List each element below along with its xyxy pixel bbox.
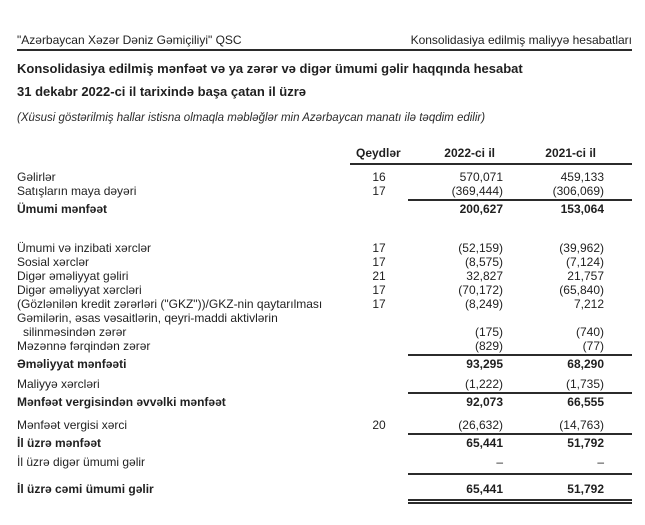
note-ref [350, 339, 408, 356]
row-label: Mənfəət vergisindən əvvəlki mənfəət [17, 395, 226, 409]
table-row [17, 241, 632, 255]
note-ref: 17 [372, 184, 386, 198]
value-2022: 92,073 [466, 395, 503, 409]
income-statement-table [17, 146, 632, 504]
value-2021: 21,757 [567, 269, 604, 283]
value-2021: (14,763) [559, 418, 604, 432]
page-title: Konsolidasiya edilmiş mənfəət və ya zərər və digər ümumi gəlir haqqında hesabat [17, 61, 523, 76]
document-header [17, 33, 632, 51]
table-row-subtotal [17, 202, 632, 216]
year-2022-column-header: 2022-ci il [444, 146, 495, 160]
value-2022: (8,249) [464, 297, 503, 311]
value-2022: 32,827 [466, 269, 503, 283]
note-ref: 21 [372, 269, 386, 283]
value-2022: 65,441 [466, 436, 503, 450]
value-2022: (175) [474, 325, 503, 339]
row-label: Gəmilərin, əsas vəsaitlərin, qeyri-maddi aktivlərin [17, 311, 278, 325]
row-label: Digər əməliyyat xərcləri [17, 283, 142, 297]
value-2021: 459,133 [560, 170, 604, 184]
table-row-subtotal [17, 395, 632, 409]
table-row [17, 325, 632, 339]
value-2021: (1,735) [565, 377, 604, 391]
value-2022: (369,444) [451, 184, 503, 198]
value-2022: (26,632) [458, 418, 503, 432]
table-row [17, 283, 632, 297]
row-label: silinməsindən zərər [23, 325, 127, 339]
note-ref: 17 [372, 241, 386, 255]
table-row [17, 255, 632, 269]
table-row [17, 339, 632, 356]
note-ref [350, 357, 408, 371]
note-ref [350, 202, 408, 216]
row-label: Gəlirlər [17, 170, 56, 184]
value-2021: (65,840) [559, 283, 604, 297]
note-ref: 20 [372, 418, 386, 432]
table-row-subtotal [17, 436, 632, 450]
page-subtitle: 31 dekabr 2022-ci il tarixində başa çatan il üzrə [17, 84, 307, 99]
row-label: Satışların maya dəyəri [17, 184, 137, 198]
row-label: İl üzrə mənfəət [17, 436, 102, 450]
value-2022: 570,071 [459, 170, 503, 184]
note-ref [350, 455, 408, 475]
table-header-row [17, 146, 632, 165]
note-ref [350, 377, 408, 394]
value-2022: 93,295 [466, 357, 503, 371]
table-row [17, 455, 632, 475]
note-ref [350, 311, 408, 325]
table-row [17, 184, 632, 201]
value-2021: 66,555 [567, 395, 604, 409]
table-row-total [17, 482, 632, 504]
row-label: Mənfəət vergisi xərci [17, 418, 128, 432]
value-2021: (39,962) [559, 241, 604, 255]
value-2022: (8,575) [464, 255, 503, 269]
value-2021: (306,069) [552, 184, 604, 198]
value-2022: (1,222) [464, 377, 503, 391]
table-header-group [350, 146, 632, 165]
table-row [17, 311, 632, 325]
value-2021: 51,792 [567, 482, 604, 496]
table-row [17, 170, 632, 184]
report-set-label: Konsolidasiya edilmiş maliyyə hesabatları [410, 33, 632, 47]
table-row [17, 297, 632, 311]
note-ref: 16 [372, 170, 386, 184]
value-2021: (7,124) [565, 255, 604, 269]
note-ref: 17 [372, 255, 386, 269]
row-label: (Gözlənilən kredit zərərləri ("GKZ"))/GKZ-nin qaytarılması [17, 297, 323, 311]
value-2021: 51,792 [567, 436, 604, 450]
row-label: İl üzrə cəmi ümumi gəlir [17, 482, 154, 496]
row-label: Sosial xərclər [17, 255, 90, 269]
value-2022: (829) [474, 339, 503, 353]
note-ref [350, 395, 408, 409]
value-2022: 200,627 [459, 202, 503, 216]
value-2022: – [496, 455, 503, 469]
row-label: Ümumi mənfəət [17, 202, 108, 216]
value-2022: (52,159) [458, 241, 503, 255]
company-name: "Azərbaycan Xəzər Dəniz Gəmiçiliyi" QSC [17, 33, 242, 47]
table-row [17, 418, 632, 435]
value-2022: (70,172) [458, 283, 503, 297]
table-row-subtotal [17, 357, 632, 371]
row-label: İl üzrə digər ümumi gəlir [17, 455, 146, 469]
note-ref [350, 325, 408, 339]
value-2021: – [597, 455, 604, 469]
value-2021: 7,212 [573, 297, 604, 311]
value-2022: 65,441 [466, 482, 503, 496]
row-label: Məzənnə fərqindən zərər [17, 339, 151, 353]
year-2021-column-header: 2021-ci il [545, 146, 596, 160]
row-label: Maliyyə xərcləri [17, 377, 100, 391]
value-2021: (77) [582, 339, 604, 353]
value-2021: 153,064 [560, 202, 604, 216]
table-row [17, 269, 632, 283]
currency-note: (Xüsusi göstərilmiş hallar istisna olmaqla məbləğlər min Azərbaycan manatı ilə təqdim edilir) [17, 112, 486, 124]
note-ref: 17 [372, 297, 386, 311]
table-header-spacer [17, 146, 350, 165]
value-2021: (740) [575, 325, 604, 339]
notes-column-header: Qeydlər [356, 146, 401, 160]
note-ref: 17 [372, 283, 386, 297]
row-label: Əməliyyat mənfəəti [17, 357, 127, 371]
note-ref [350, 482, 408, 504]
row-label: Ümumi və inzibati xərclər [17, 241, 152, 255]
value-2021: 68,290 [567, 357, 604, 371]
row-label: Digər əməliyyat gəliri [17, 269, 129, 283]
year-columns [408, 146, 632, 160]
value-2022 [408, 311, 503, 325]
note-ref [350, 436, 408, 450]
value-2021 [503, 311, 632, 325]
table-row [17, 377, 632, 394]
